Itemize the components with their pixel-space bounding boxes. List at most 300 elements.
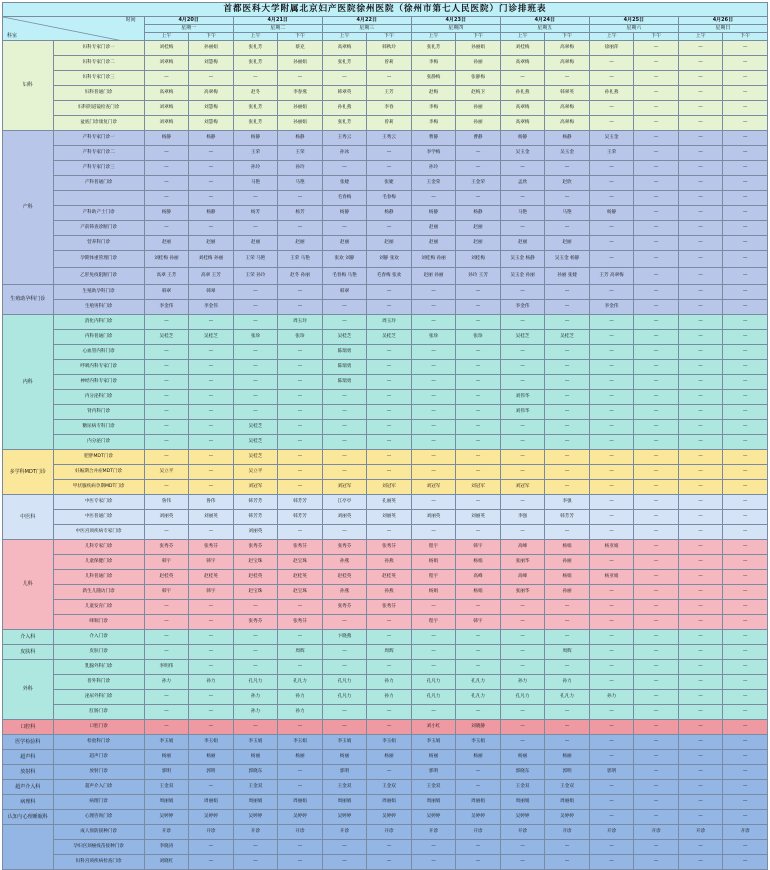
schedule-cell: 李玉娟 [189,735,234,750]
schedule-cell: — [589,705,634,720]
schedule-cell: 孙力 [233,690,278,705]
schedule-cell: 孔凡力 [456,690,501,705]
schedule-cell: — [456,840,501,855]
schedule-cell: — [500,71,545,86]
weekday-header: 星期五 [500,25,589,33]
schedule-cell: 赵桂英 [278,570,323,585]
schedule-cell: — [634,420,679,435]
schedule-cell: 张礼芳 [322,56,367,71]
schedule-cell: 杨娟 [411,555,456,570]
schedule-cell: — [723,465,768,480]
table-row [3,720,768,735]
schedule-cell: — [233,660,278,675]
schedule-cell: — [411,315,456,330]
schedule-cell: 王荣 马艳 [233,251,278,268]
schedule-cell: — [233,345,278,360]
schedule-cell: — [189,360,234,375]
schedule-cell: 孙丽 [456,101,501,116]
schedule-cell: — [634,330,679,345]
schedule-cell: — [678,570,723,585]
schedule-cell: 韩芳芳 [233,495,278,510]
schedule-cell: — [500,161,545,176]
schedule-cell: 张婕 [367,176,412,191]
schedule-cell: — [678,780,723,795]
schedule-cell: 孙丽娟 [189,41,234,56]
schedule-cell: 吴玉金 [500,146,545,161]
schedule-cell: 陈瑞勇 [322,375,367,390]
schedule-cell: — [634,176,679,191]
schedule-cell: 孙礼燕 [589,86,634,101]
schedule-cell: 刘桂梅 [144,41,189,56]
clinic-cell: 儿科专家门诊 [53,540,144,555]
schedule-cell: — [367,345,412,360]
schedule-cell: — [144,405,189,420]
schedule-cell: 孔凡力 [545,690,590,705]
schedule-cell: — [723,780,768,795]
schedule-cell: 刘冠军 [233,480,278,495]
schedule-cell: — [589,495,634,510]
schedule-cell: — [456,360,501,375]
schedule-cell: — [322,405,367,420]
schedule-cell: 赵冬 [233,86,278,101]
schedule-cell: — [322,435,367,450]
schedule-cell: — [144,690,189,705]
table-row [3,206,768,221]
schedule-cell: 王荣 [233,146,278,161]
schedule-cell: — [678,56,723,71]
schedule-cell: — [144,420,189,435]
schedule-cell: — [233,645,278,660]
schedule-cell: — [278,191,323,206]
schedule-cell: 赵冬 孙丽 [278,268,323,285]
schedule-cell: 李学梅 [411,146,456,161]
schedule-cell: — [456,705,501,720]
table-row [3,251,768,268]
schedule-cell: 孙玲 王芳 [456,268,501,285]
schedule-cell: 陈瑞勇 [322,345,367,360]
schedule-cell: — [189,780,234,795]
schedule-cell: — [144,161,189,176]
schedule-cell: — [500,630,545,645]
schedule-cell: 吴玉金 杨静 [500,251,545,268]
schedule-cell: 孙丽娟 [278,56,323,71]
schedule-cell: — [367,360,412,375]
schedule-cell: — [678,480,723,495]
schedule-cell: — [678,315,723,330]
schedule-cell: 杨静 [500,131,545,146]
schedule-cell: 杨静 [456,206,501,221]
date-header: 4月25日 [589,17,678,25]
schedule-cell: — [322,615,367,630]
schedule-cell: — [144,615,189,630]
schedule-cell: — [322,300,367,315]
clinic-cell: 乳腺外科门诊 [53,660,144,675]
schedule-cell: 赵丽 孙丽 [411,268,456,285]
schedule-cell: — [545,71,590,86]
schedule-cell: — [589,810,634,825]
schedule-cell: 韩翠英 [545,86,590,101]
schedule-cell: 韩宇 [144,555,189,570]
schedule-cell: — [144,176,189,191]
schedule-cell: 开诊 [456,825,501,840]
schedule-cell: — [456,420,501,435]
schedule-cell: — [678,765,723,780]
schedule-cell: 张欢 刘静 [322,251,367,268]
clinic-cell: 中医专家门诊 [53,495,144,510]
schedule-cell: — [411,191,456,206]
schedule-cell: — [589,375,634,390]
schedule-cell: — [144,480,189,495]
schedule-cell: — [634,480,679,495]
schedule-cell: — [367,840,412,855]
schedule-cell: 张礼芳 [233,116,278,131]
schedule-cell: — [723,480,768,495]
am-header: 上午 [144,33,189,41]
schedule-cell: — [411,435,456,450]
schedule-cell: — [634,705,679,720]
table-row [3,480,768,495]
schedule-cell: — [322,525,367,540]
schedule-cell: 开诊 [189,825,234,840]
schedule-cell: — [456,146,501,161]
schedule-cell: 张静梅 [456,71,501,86]
date-header: 4月20日 [144,17,233,25]
schedule-cell: 张珍 [233,330,278,345]
schedule-cell: — [278,660,323,675]
schedule-cell: 赵宝珠 [278,555,323,570]
clinic-cell: 产前筛查诊断门诊 [53,221,144,236]
schedule-cell: 赵欣 [545,176,590,191]
clinic-cell: 生殖男科门诊 [53,300,144,315]
clinic-cell: 营养科门诊 [53,236,144,251]
schedule-cell: 张秀芬 [322,540,367,555]
schedule-cell: — [634,101,679,116]
schedule-cell: — [411,525,456,540]
schedule-cell: — [723,206,768,221]
schedule-cell: 韩芳芳 [278,495,323,510]
table-row [3,810,768,825]
schedule-cell: — [322,161,367,176]
schedule-cell: 孔凡力 [233,675,278,690]
schedule-cell: — [500,450,545,465]
schedule-cell: — [545,840,590,855]
schedule-cell: — [678,86,723,101]
schedule-cell: — [634,735,679,750]
schedule-cell: — [678,450,723,465]
clinic-cell: 儿童发育门诊 [53,600,144,615]
schedule-cell: 曾莉 [367,56,412,71]
schedule-cell: — [456,645,501,660]
schedule-cell: 李春燕 [278,86,323,101]
schedule-cell: — [589,675,634,690]
schedule-cell: — [500,855,545,870]
schedule-cell: — [678,176,723,191]
schedule-cell: — [278,765,323,780]
schedule-cell: 高翠梅 [545,41,590,56]
schedule-cell: — [678,345,723,360]
schedule-cell: 吴桂芝 [500,330,545,345]
schedule-cell: — [678,206,723,221]
schedule-cell: — [367,705,412,720]
schedule-cell: 李金伟 [144,300,189,315]
clinic-cell: 内科普通门诊 [53,330,144,345]
clinic-cell: 产科专家门诊一 [53,131,144,146]
schedule-cell: — [189,660,234,675]
schedule-cell: 赵丽 [456,221,501,236]
table-row [3,56,768,71]
schedule-cell: 杨静 [411,206,456,221]
schedule-cell: — [634,690,679,705]
schedule-cell: 李春 [367,101,412,116]
schedule-cell: — [634,300,679,315]
schedule-cell: 张秀芬 [278,540,323,555]
schedule-cell: — [723,525,768,540]
schedule-cell: 吴玉金 [545,146,590,161]
schedule-cell: 吴玉金 [589,131,634,146]
schedule-cell: — [589,750,634,765]
schedule-cell: — [678,690,723,705]
schedule-cell: 开诊 [723,825,768,840]
clinic-cell: 孕期体重管理门诊 [53,251,144,268]
schedule-cell: — [367,660,412,675]
schedule-cell: — [723,750,768,765]
schedule-cell: 吴桂芝 [233,435,278,450]
schedule-cell: 刘慧梅 [189,116,234,131]
schedule-cell: 张秀芬 [233,540,278,555]
schedule-cell: — [456,345,501,360]
schedule-cell: — [634,345,679,360]
schedule-cell: — [589,630,634,645]
schedule-cell: 李晓涛 [144,840,189,855]
schedule-cell: — [189,345,234,360]
schedule-cell: — [411,660,456,675]
schedule-cell: 周丽娟 [545,795,590,810]
schedule-cell: 吴婷婷 [545,810,590,825]
schedule-cell: — [278,285,323,300]
schedule-cell: 刘伟华 [500,390,545,405]
schedule-cell: — [144,525,189,540]
clinic-cell: 中医宫颈疾病专家门诊 [53,525,144,540]
table-row [3,465,768,480]
schedule-cell: 吴玉金 杨静 [545,251,590,268]
schedule-cell: 杨芳 [278,206,323,221]
schedule-cell: 王金双 [500,780,545,795]
schedule-cell: 高峰 [500,540,545,555]
schedule-cell: — [678,221,723,236]
schedule-cell: — [545,375,590,390]
schedule-cell: — [322,390,367,405]
schedule-cell: 刘丽英 [144,510,189,525]
schedule-cell: 程宇 [411,570,456,585]
table-row [3,116,768,131]
schedule-cell: — [189,690,234,705]
schedule-cell: 李梅 [411,101,456,116]
schedule-cell: — [367,146,412,161]
schedule-cell: — [278,71,323,86]
table-row [3,675,768,690]
schedule-cell: — [456,390,501,405]
schedule-cell: 郭晓东 [500,765,545,780]
schedule-cell: — [500,360,545,375]
department-cell: 生殖助孕科门诊 [3,285,54,315]
schedule-cell: — [322,221,367,236]
schedule-cell: — [545,705,590,720]
schedule-cell: — [634,71,679,86]
schedule-cell: — [723,705,768,720]
schedule-cell: 杨娟 [545,570,590,585]
schedule-cell: — [500,315,545,330]
schedule-cell: — [144,146,189,161]
schedule-cell: — [723,540,768,555]
schedule-cell: 高翠梅 [322,41,367,56]
schedule-cell: — [589,465,634,480]
clinic-cell: 神经内科专家门诊 [53,375,144,390]
schedule-cell: — [189,146,234,161]
schedule-cell: 高翠梅 [545,116,590,131]
schedule-cell: — [456,660,501,675]
schedule-cell: 张珍 [456,330,501,345]
schedule-cell: 孙丽娟 [456,41,501,56]
schedule-cell: — [545,345,590,360]
schedule-cell: 李金伟 [500,300,545,315]
schedule-cell: — [456,300,501,315]
schedule-cell: — [723,795,768,810]
schedule-cell: — [723,405,768,420]
clinic-cell: 心血管内科门诊 [53,345,144,360]
schedule-cell: — [678,131,723,146]
schedule-cell: 杨静 [189,131,234,146]
schedule-cell: 赵桂英 [367,570,412,585]
schedule-cell: — [367,221,412,236]
am-header: 上午 [322,33,367,41]
schedule-cell: 韩宇 [189,585,234,600]
schedule-cell: — [322,315,367,330]
table-row [3,315,768,330]
schedule-cell: — [723,161,768,176]
schedule-cell: 杨静 [322,206,367,221]
schedule-cell: — [367,855,412,870]
schedule-cell: — [678,161,723,176]
department-cell: 中医科 [3,495,54,540]
weekday-header: 星期三 [322,25,411,33]
schedule-cell: — [545,600,590,615]
department-cell: 皮肤科 [3,645,54,660]
schedule-cell: — [634,146,679,161]
schedule-cell: — [723,645,768,660]
schedule-cell: — [723,176,768,191]
schedule-cell: — [589,345,634,360]
schedule-cell: 李明伟 [144,660,189,675]
schedule-cell: 刘小红 [411,720,456,735]
schedule-cell: 周丽娟 [411,795,456,810]
schedule-cell: — [500,705,545,720]
schedule-cell: — [723,390,768,405]
schedule-cell: 徐丽萍 [589,41,634,56]
schedule-cell: — [723,268,768,285]
schedule-cell: 张秀芬 [367,600,412,615]
clinic-cell: 乙肝免疫阻断门诊 [53,268,144,285]
schedule-cell: — [545,435,590,450]
schedule-cell: 杨丽 [322,750,367,765]
schedule-cell: — [545,525,590,540]
schedule-cell: 韩芳芳 [278,510,323,525]
schedule-cell: — [723,285,768,300]
schedule-cell: 韩翠英 [322,86,367,101]
table-row [3,750,768,765]
schedule-cell: 李梅 [411,56,456,71]
schedule-cell: — [322,420,367,435]
schedule-cell: 杨静 [144,131,189,146]
table-row [3,525,768,540]
table-row [3,825,768,840]
schedule-cell: — [634,251,679,268]
schedule-cell: — [589,720,634,735]
schedule-cell: 刘翠梅 [144,101,189,116]
schedule-cell: 吴婷婷 [456,810,501,825]
schedule-cell: — [189,525,234,540]
schedule-cell: — [634,221,679,236]
schedule-cell: 高翠梅 [144,86,189,101]
schedule-cell: — [634,390,679,405]
weekday-header: 星期日 [678,25,767,33]
table-row [3,600,768,615]
clinic-cell: 妇科专家门诊一 [53,41,144,56]
schedule-cell: — [634,465,679,480]
schedule-cell: 韩芳芳 [233,510,278,525]
schedule-cell: 王金双 [367,780,412,795]
schedule-cell: — [545,285,590,300]
schedule-cell: 韩宇 [456,615,501,630]
schedule-cell: 开诊 [367,825,412,840]
schedule-cell: — [144,630,189,645]
schedule-cell: — [678,810,723,825]
schedule-cell: — [723,56,768,71]
schedule-cell: 杨静 [367,206,412,221]
schedule-cell: 孙丽娟 [278,101,323,116]
schedule-cell: 李玉娟 [411,735,456,750]
schedule-cell: 孙礼燕 [322,101,367,116]
schedule-cell: — [589,360,634,375]
schedule-cell: — [589,795,634,810]
schedule-cell: 刘慧梅 [189,56,234,71]
schedule-cell: 曾莉 [367,116,412,131]
clinic-cell: 新生儿随访门诊 [53,585,144,600]
schedule-cell: 王荣 [589,146,634,161]
schedule-cell: 王金荣 [456,176,501,191]
table-row [3,405,768,420]
schedule-cell: 孙力 [589,690,634,705]
pm-header: 下午 [723,33,768,41]
schedule-cell: 赵丽 [545,236,590,251]
schedule-cell: 刘翠梅 [144,116,189,131]
schedule-cell: 张秀芬 [322,600,367,615]
schedule-cell: 赵梅 [411,86,456,101]
schedule-cell: — [723,840,768,855]
schedule-cell: 孙燕 [367,555,412,570]
schedule-cell: 杨静 [589,206,634,221]
schedule-cell: — [500,285,545,300]
table-row [3,765,768,780]
schedule-cell: 李玉娟 [144,735,189,750]
schedule-cell: — [411,390,456,405]
schedule-cell: — [189,600,234,615]
schedule-cell: — [456,161,501,176]
schedule-cell: — [678,191,723,206]
schedule-cell: — [723,251,768,268]
table-row [3,705,768,720]
schedule-cell: 赵桂英 [322,570,367,585]
schedule-cell: — [634,206,679,221]
